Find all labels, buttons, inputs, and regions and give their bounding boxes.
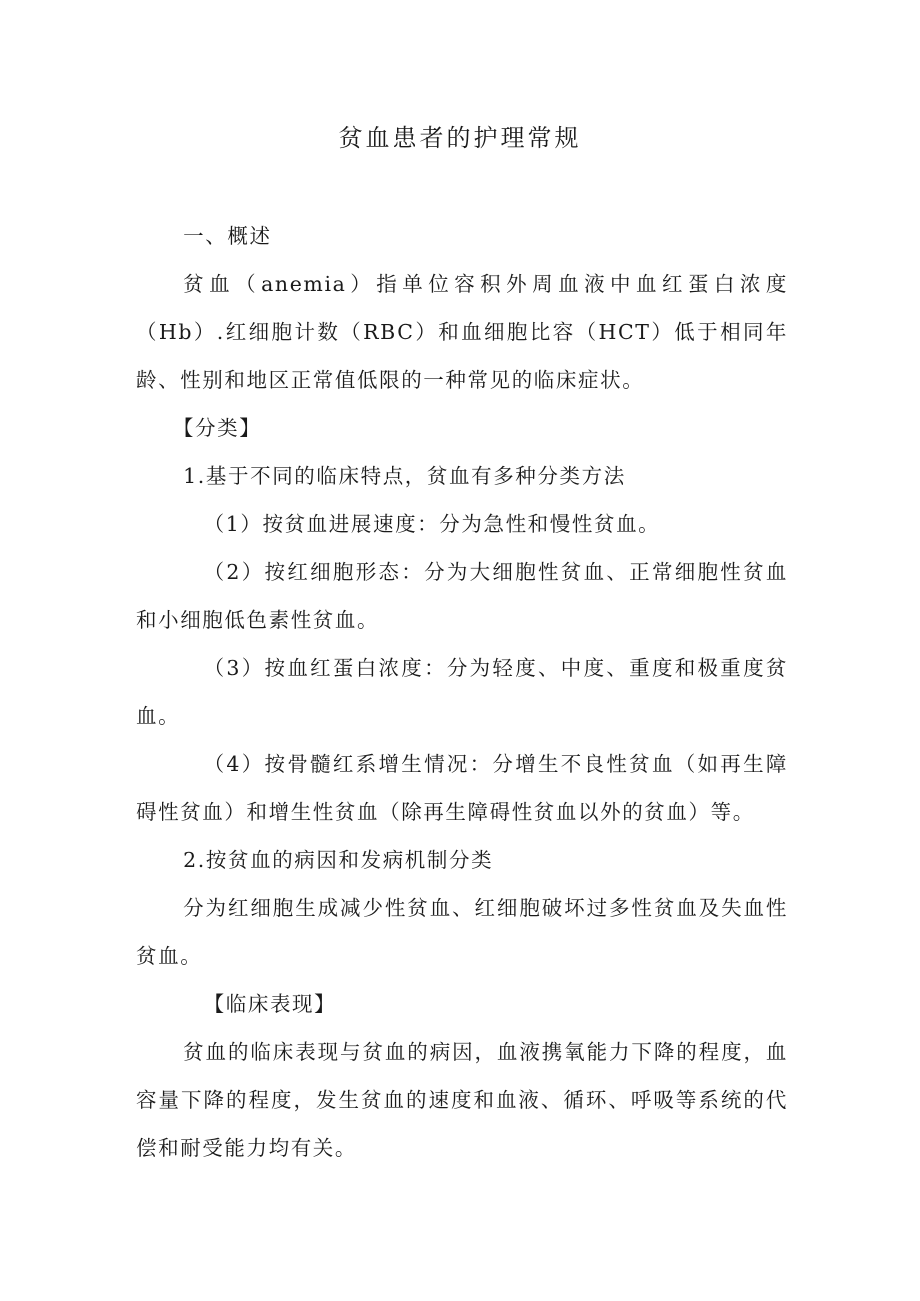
paragraph-classification-item-2: （2）按红细胞形态：分为大细胞性贫血、正常细胞性贫血和小细胞低色素性贫血。	[136, 560, 788, 632]
paragraph-clinical-detail: 贫血的临床表现与贫血的病因，血液携氧能力下降的程度，血容量下降的程度，发生贫血的速度和血液、循环、呼吸等系统的代偿和耐受能力均有关。	[136, 1040, 788, 1160]
document-title: 贫血患者的护理常规	[338, 124, 582, 152]
section-heading-clinical: 【临床表现】	[203, 992, 337, 1016]
paragraph-classification-item-3: （3）按血红蛋白浓度：分为轻度、中度、重度和极重度贫血。	[136, 656, 788, 728]
paragraph-etiology-heading: 2.按贫血的病因和发病机制分类	[183, 848, 494, 872]
paragraph-definition: 贫血（anemia）指单位容积外周血液中血红蛋白浓度（Hb）.红细胞计数（RBC）和血细胞比容（HCT）低于相同年龄、性别和地区正常值低限的一种常见的临床症状。	[136, 272, 788, 392]
paragraph-classification-item-4: （4）按骨髓红系增生情况：分增生不良性贫血（如再生障碍性贫血）和增生性贫血（除再生障碍性贫血以外的贫血）等。	[136, 752, 788, 824]
document-body	[136, 212, 788, 1172]
paragraph-classification-item-1: （1）按贫血进展速度：分为急性和慢性贫血。	[203, 512, 661, 536]
paragraph-etiology-detail: 分为红细胞生成减少性贫血、红细胞破坏过多性贫血及失血性贫血。	[136, 896, 788, 968]
section-heading-overview: 一、概述	[183, 224, 272, 248]
section-heading-classification: 【分类】	[172, 416, 262, 440]
paragraph-classification-intro: 1.基于不同的临床特点，贫血有多种分类方法	[183, 464, 626, 488]
